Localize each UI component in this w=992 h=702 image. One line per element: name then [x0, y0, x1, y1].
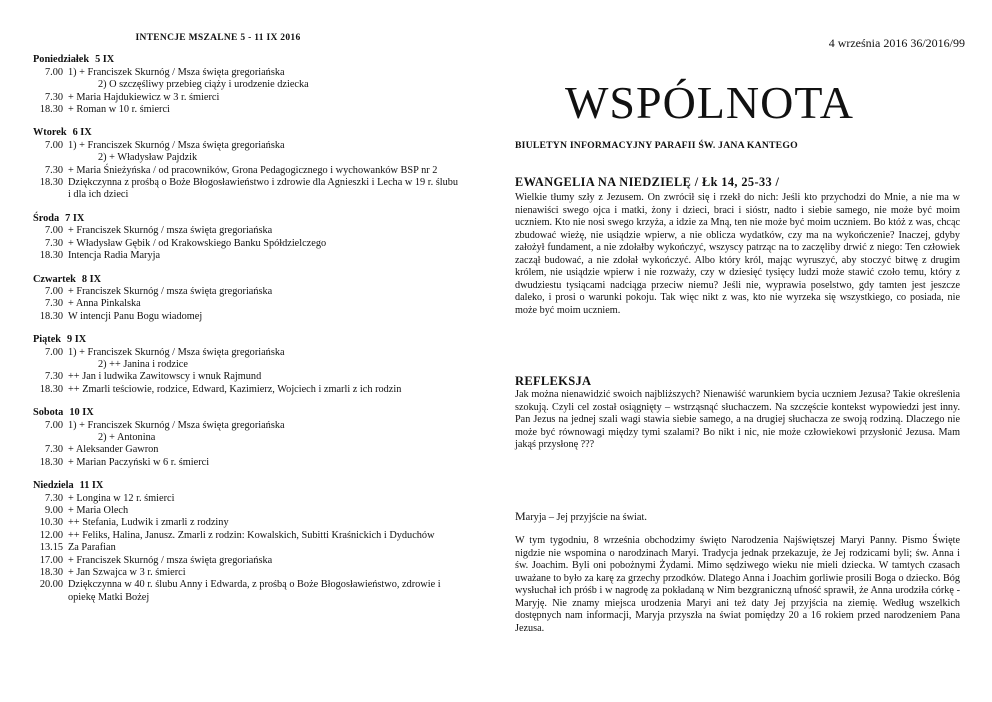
- gospel-text: Wielkie tłumy szły z Jezusem. On zwrócił się i rzekł do nich: Jeśli kto przychodzi do Mnie, a nie ma w nienawiści swego ojca i matki, żony i dzieci, braci i sióstr, nadto i siebie samego, nie może być moim uczniem. Kto nie nosi swego krzyża, a idzie za Mną, ten nie może być moim uczniem. Bo któż z was, chcąc zbudować wieżę, nie usiądzie wpierw, a nie oblicza wydatków, czy ma na wykończenie? Inaczej, gdyby założył fundament, a nie zdołałby wykończyć, wszyscy patrząc na to zaczęliby drwić z niego: Ten człowiek zaczął budować, a nie zdołał wykończyć. Albo który król, mając wyruszyć, aby stoczyć bitwę z drugim królem, nie usiądzie wpierw i nie rozważy, czy w dziesięć tysięcy ludzi może stawić czoło temu, który z dwudziestu tysiącami nadciąga przeciw niemu? Jeśli nie, wyprawia poselstwo, gdy tamten jest jeszcze daleko, i prosi o warunki pokoju. Tak więc nikt z was, kto nie wyrzeka się wszystkiego, co posiada, nie może być moim uczniem.: [515, 192, 960, 316]
- intention-row: [33, 457, 463, 469]
- day-date: 6 IX: [72, 127, 92, 139]
- intention-row: [33, 517, 463, 529]
- day-block: [33, 213, 463, 263]
- intention-time: 7.00: [44, 346, 63, 358]
- day-block: [33, 274, 463, 324]
- intention-time: 17.00: [39, 554, 63, 566]
- intention-text: 1) + Franciszek Skurnóg / Msza święta gregoriańska: [68, 419, 285, 431]
- intention-row: [33, 542, 463, 554]
- intention-time: 7.30: [44, 298, 63, 310]
- intention-time: 20.00: [39, 579, 63, 591]
- day-date: 5 IX: [95, 54, 115, 66]
- maryja-text: W tym tygodniu, 8 września obchodzimy święto Narodzenia Najświętszej Maryi Panny. Pismo Święte nigdzie nie wspomina o narodzinach Maryi. Tradycja jednak przekazuje, że Jej rodzicami byli; św. Anna i św. Joachim. Byli oni pobożnymi Żydami. Mimo sędziwego wieku nie mieli dziecka. W tamtych czasach uważane to było za karę za grzechy przodków. Dlatego Anna i Joachim gorliwie prosili Boga o dziecko. Bóg wysłuchał ich próśb i w nagrodę za pokładaną w Nim bezgraniczną ufność sprawił, że Anna urodziła córkę - Maryję. Nie znamy miejsca urodzenia Maryi ani też daty Jej przyjścia na ziemię. Według wszelkich dostępnych nam informacji, Maryja przyszła na świat pomiędzy 20 a 16 rokiem przed narodzeniem Pana Jezusa.: [515, 535, 960, 634]
- intention-text: W intencji Panu Bogu wiadomej: [68, 310, 203, 322]
- intention-text: 1) + Franciszek Skurnóg / Msza święta gregoriańska: [68, 66, 285, 78]
- intention-row: [33, 104, 463, 116]
- intention-row: [33, 555, 463, 567]
- day-heading: [33, 334, 463, 346]
- intention-text: + Anna Pinkalska: [68, 298, 141, 310]
- intention-time: 18.30: [39, 250, 63, 262]
- bulletin-subtitle: BIULETYN INFORMACYJNY PARAFII ŚW. JANA KANTEGO: [515, 140, 798, 151]
- intention-text: ++ Zmarli teściowie, rodzice, Edward, Kazimierz, Wojciech i zmarli z ich rodzin: [68, 383, 402, 395]
- mass-intentions-column: [33, 32, 463, 615]
- intention-row: [33, 92, 463, 104]
- day-date: 8 IX: [81, 273, 102, 285]
- intention-row: [33, 371, 463, 383]
- masthead-title: WSPÓLNOTA: [565, 77, 854, 128]
- intention-time: 7.00: [44, 66, 63, 78]
- intention-time: [33, 359, 63, 371]
- intention-time: 7.30: [44, 492, 63, 504]
- intention-row: [33, 152, 463, 164]
- intention-time: 7.00: [44, 419, 63, 431]
- intention-row: [33, 432, 463, 444]
- intention-row: [33, 238, 463, 250]
- day-name: Wtorek: [33, 127, 67, 139]
- intention-row: [33, 530, 463, 542]
- intention-time: 12.00: [39, 529, 63, 541]
- maryja-heading: [515, 509, 647, 524]
- intention-row: [33, 579, 463, 604]
- intention-row: [33, 298, 463, 310]
- day-block: [33, 54, 463, 116]
- intention-text: + Franciszek Skurnóg / msza święta gregoriańska: [68, 554, 273, 566]
- intention-time: [33, 432, 63, 444]
- intention-text: 1) + Franciszek Skurnóg / Msza święta gregoriańska: [68, 139, 285, 151]
- day-date: 11 IX: [79, 480, 104, 492]
- issue-info: 4 września 2016 36/2016/99: [828, 36, 965, 50]
- intention-time: [33, 79, 63, 91]
- day-date: 10 IX: [69, 407, 94, 419]
- intention-row: [33, 505, 463, 517]
- intention-text: Intencja Radia Maryja: [68, 250, 161, 262]
- intention-text: + Jan Szwajca w 3 r. śmierci: [68, 567, 186, 579]
- day-heading: [33, 213, 463, 225]
- intention-text: + Marian Paczyński w 6 r. śmierci: [68, 456, 210, 468]
- gospel-heading: EWANGELIA NA NIEDZIELĘ / Łk 14, 25-33 /: [515, 175, 780, 189]
- intention-text: + Maria Śnieżyńska / od pracowników, Grona Pedagogicznego i wychowanków BSP nr 2: [68, 164, 438, 176]
- intention-row: [33, 359, 463, 371]
- intention-text: + Longina w 12 r. śmierci: [68, 492, 175, 504]
- intention-text: + Władysław Gębik / od Krakowskiego Banku Spółdzielczego: [68, 237, 327, 249]
- intention-time: 9.00: [44, 505, 63, 516]
- intention-text: Dziękczynna z prośbą o Boże Błogosławieństwo i zdrowie dla Agnieszki i Lecha w 19 r. ślubu i dla ich dzieci: [68, 177, 459, 201]
- intention-text: + Franciszek Skurnóg / msza święta gregoriańska: [68, 285, 273, 297]
- day-heading: [33, 480, 463, 492]
- intention-time: 18.30: [39, 177, 63, 189]
- intention-row: [33, 286, 463, 298]
- day-name: Czwartek: [33, 273, 76, 285]
- intention-text: ++ Jan i ludwika Zawitowscy i wnuk Rajmund: [68, 371, 262, 383]
- intention-row: [33, 177, 463, 202]
- day-date: 9 IX: [67, 334, 87, 346]
- intention-time: 13.15: [39, 542, 63, 554]
- intention-text: + Roman w 10 r. śmierci: [68, 104, 170, 116]
- intention-row: [33, 140, 463, 152]
- intention-row: [33, 384, 463, 396]
- intention-time: 10.30: [39, 517, 63, 529]
- intention-row: [33, 67, 463, 79]
- intention-row: [33, 444, 463, 456]
- intention-text: + Maria Hajdukiewicz w 3 r. śmierci: [68, 91, 220, 103]
- intention-text: + Franciszek Skurnóg / msza święta gregoriańska: [68, 225, 273, 237]
- intention-text: + Maria Olech: [68, 505, 129, 516]
- intention-text: Za Parafian: [68, 542, 116, 554]
- intention-time: 18.30: [39, 104, 63, 116]
- intention-time: 7.30: [44, 164, 63, 176]
- intention-time: 18.30: [39, 383, 63, 395]
- reflection-heading: REFLEKSJA: [515, 374, 592, 388]
- maryja-heading-initial: M: [515, 509, 526, 523]
- day-name: Sobota: [33, 407, 64, 419]
- intention-row: [33, 250, 463, 262]
- intention-row: [33, 567, 463, 579]
- intention-text: 2) + Władysław Pajdzik: [98, 152, 198, 164]
- reflection-text: Jak można nienawidzić swoich najbliższych? Nienawiść warunkiem bycia uczniem Jezusa? Takie określenia szokują. Czyli cel został osiągnięty – wstrząsnąć słuchaczem. Na szczęście kontekst wypowiedzi jest inny. Pan Jezus na jednej szali wagi stawia siebie samego, a na drugiej słuchacza ze swoją rodziną. Dlaczego nie może być równowagi między tymi szalami? Bo nikt i nic, nie może człowiekowi przysłonić Jezusa. Mam jakąś przysłonę ???: [515, 389, 960, 450]
- intention-text: 1) + Franciszek Skurnóg / Msza święta gregoriańska: [68, 346, 285, 358]
- maryja-heading-rest: aryja – Jej przyjście na świat.: [525, 512, 647, 523]
- intention-time: 7.00: [44, 285, 63, 297]
- intention-time: 7.30: [44, 444, 63, 456]
- intention-row: [33, 165, 463, 177]
- intention-time: [33, 152, 63, 164]
- intention-text: 2) ++ Janina i rodzice: [98, 358, 188, 370]
- day-block: [33, 480, 463, 604]
- day-heading: [33, 274, 463, 286]
- intention-time: 18.30: [39, 310, 63, 322]
- day-heading: [33, 127, 463, 139]
- intention-row: [33, 347, 463, 359]
- intention-row: [33, 420, 463, 432]
- intention-row: [33, 225, 463, 237]
- intention-time: 7.30: [44, 371, 63, 383]
- day-block: [33, 334, 463, 396]
- intention-time: 7.00: [44, 139, 63, 151]
- intention-row: [33, 311, 463, 323]
- day-heading: [33, 407, 463, 419]
- intention-time: 18.30: [39, 567, 63, 579]
- intention-time: 18.30: [39, 456, 63, 468]
- intention-row: [33, 79, 463, 91]
- day-name: Niedziela: [33, 480, 74, 492]
- intention-text: 2) O szczęśliwy przebieg ciąży i urodzenie dziecka: [98, 79, 309, 91]
- day-name: Poniedziałek: [33, 54, 90, 66]
- intention-time: 7.30: [44, 91, 63, 103]
- day-name: Środa: [33, 212, 60, 224]
- day-block: [33, 127, 463, 201]
- day-heading: [33, 54, 463, 66]
- mass-intentions-title: INTENCJE MSZALNE 5 - 11 IX 2016: [135, 33, 301, 43]
- day-name: Piątek: [33, 334, 62, 346]
- mass-intentions-list: [33, 54, 463, 604]
- intention-text: 2) + Antonina: [98, 431, 156, 443]
- day-date: 7 IX: [65, 212, 85, 224]
- intention-text: Dziękczynna w 40 r. ślubu Anny i Edwarda, z prośbą o Boże Błogosławieństwo, zdrowie i opiekę Matki Bożej: [68, 579, 441, 603]
- intention-text: + Aleksander Gawron: [68, 444, 159, 456]
- day-block: [33, 407, 463, 469]
- intention-text: ++ Feliks, Halina, Janusz. Zmarli z rodzin: Kowalskich, Subitti Kraśnickich i Dyduchów: [68, 529, 435, 541]
- intention-row: [33, 493, 463, 505]
- intention-time: 7.30: [44, 237, 63, 249]
- intention-text: ++ Stefania, Ludwik i zmarli z rodziny: [68, 517, 229, 529]
- intention-time: 7.00: [44, 225, 63, 237]
